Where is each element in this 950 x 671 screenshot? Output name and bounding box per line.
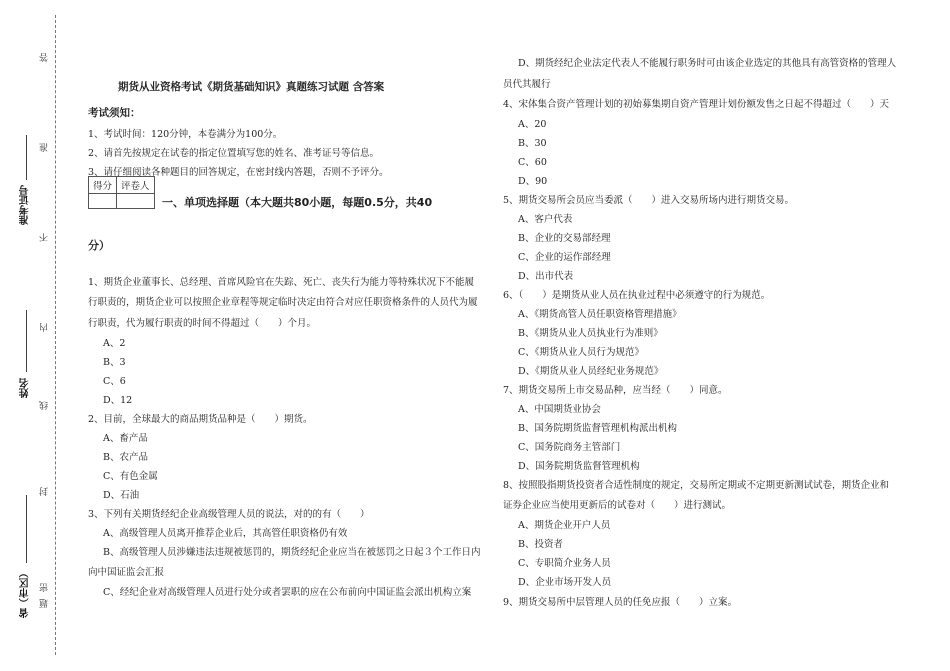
grader-cell[interactable] (117, 194, 155, 209)
question-text: 4、宋体集合资产管理计划的初始募集期自资产管理计划份额发售之日起不得超过（ ）天 (503, 99, 890, 110)
question-text: 证券企业应当使用更新后的试卷对（ ）进行测试。 (503, 500, 732, 511)
option[interactable]: B、《期货从业人员执业行为准则》 (518, 328, 663, 339)
option[interactable]: D、期货经纪企业法定代表人不能履行职务时可由该企业选定的其他具有高管资格的管理人 (518, 58, 897, 69)
option[interactable]: D、90 (518, 176, 548, 187)
score-cell[interactable] (89, 194, 117, 209)
question-text: 1、期货企业董事长、总经理、首席风险官在失踪、死亡、丧失行为能力等特殊状况下不能履 (88, 277, 475, 288)
margin-char: 准 (40, 142, 50, 152)
option[interactable]: A、20 (518, 119, 547, 130)
margin-char: 题 (40, 598, 50, 608)
name-label: 姓名 (20, 378, 31, 398)
grader-header: 评卷人 (117, 177, 155, 194)
question-text: 6、（ ）是期货从业人员在执业过程中必须遵守的行为规范。 (503, 290, 771, 301)
question-text: 9、期货交易所中层管理人员的任免应报（ ）立案。 (503, 597, 738, 608)
margin-char: 密 (40, 582, 50, 592)
option[interactable]: C、经纪企业对高级管理人员进行处分或者罢职的应在公布前向中国证监会派出机构立案 (103, 587, 472, 598)
province-label: 省（市区） (20, 568, 31, 618)
option[interactable]: C、6 (103, 376, 126, 387)
option[interactable]: B、企业的交易部经理 (518, 233, 611, 244)
option[interactable]: B、高级管理人员涉嫌违法违规被惩罚的，期货经纪企业应当在被惩罚之日起３个工作日内 (103, 547, 481, 558)
exam-number-line (26, 135, 27, 180)
section-heading-cont: 分） (88, 239, 110, 252)
margin-char: 不 (40, 232, 50, 242)
option[interactable]: D、企业市场开发人员 (518, 577, 612, 588)
option[interactable]: C、60 (518, 157, 547, 168)
option[interactable]: C、有色金属 (103, 471, 158, 482)
question-text: 行职责的，期货企业可以按照企业章程等规定临时决定由符合对应任职资格条件的人员代为履 (88, 297, 478, 308)
section-heading: 一、单项选择题（本大题共80小题，每题0.5分，共40 (162, 196, 433, 209)
option[interactable]: D、《期货从业人员经纪业务规范》 (518, 366, 664, 377)
notice-item: 3、请仔细阅读各种题目的回答规定，在密封线内答题，否则不予评分。 (88, 167, 389, 178)
option[interactable]: A、《期货高管人员任职资格管理措施》 (518, 309, 682, 320)
score-header: 得分 (89, 177, 117, 194)
question-text: 行职责，代为履行职责的时间不得超过（ ）个月。 (88, 318, 317, 329)
margin-char: 答 (40, 52, 50, 62)
option[interactable]: D、国务院期货监督管理机构 (518, 461, 640, 472)
question-text: 2、目前，全球最大的商品期货品种是（ ）期货。 (88, 414, 313, 425)
option[interactable]: A、客户代表 (518, 214, 573, 225)
notice-heading: 考试须知： (88, 107, 141, 119)
score-table (88, 176, 155, 209)
option[interactable]: D、出市代表 (518, 271, 574, 282)
option[interactable]: B、3 (103, 357, 126, 368)
question-text: 8、按照股指期货投资者合适性制度的规定，交易所定期或不定期更新测试试卷，期货企业和 (503, 480, 890, 491)
option[interactable]: D、石油 (103, 490, 140, 501)
option[interactable]: B、投资者 (518, 539, 563, 550)
margin-char: 内 (40, 322, 50, 332)
option[interactable]: B、国务院期货监督管理机构派出机构 (518, 423, 677, 434)
notice-item: 1、考试时间：120分钟，本卷满分为100分。 (88, 129, 283, 140)
exam-title: 期货从业资格考试《期货基础知识》真题练习试题 含答案 (118, 81, 385, 93)
option[interactable]: A、期货企业开户人员 (518, 520, 611, 531)
question-text: 7、期货交易所上市交易品种，应当经（ ）同意。 (503, 385, 728, 396)
margin-char: 线 (40, 400, 50, 410)
question-text: 5、期货交易所会员应当委派（ ）进入交易所场内进行期货交易。 (503, 195, 795, 206)
seal-dashed-line (55, 15, 56, 655)
name-line (26, 310, 27, 372)
option[interactable]: A、2 (103, 338, 126, 349)
option[interactable]: A、畜产品 (103, 433, 148, 444)
option-cont: 员代其履行 (503, 79, 551, 90)
option-cont: 向中国证监会汇报 (88, 567, 165, 578)
option[interactable]: D、12 (103, 395, 133, 406)
option[interactable]: C、企业的运作部经理 (518, 252, 611, 263)
option[interactable]: C、专职简介业务人员 (518, 558, 611, 569)
exam-number-label: 准考证号 (20, 185, 31, 225)
option[interactable]: B、30 (518, 138, 547, 149)
option[interactable]: A、中国期货业协会 (518, 404, 601, 415)
notice-item: 2、请首先按规定在试卷的指定位置填写您的姓名、准考证号等信息。 (88, 148, 380, 159)
option[interactable]: A、高级管理人员离开推荐企业后，其高管任职资格仍有效 (103, 528, 348, 539)
province-line (26, 495, 27, 563)
option[interactable]: C、国务院商务主管部门 (518, 442, 621, 453)
option[interactable]: C、《期货从业人员行为规范》 (518, 347, 645, 358)
question-text: 3、下列有关期货经纪企业高级管理人员的说法，对的的有（ ） (88, 509, 370, 520)
option[interactable]: B、农产品 (103, 452, 148, 463)
margin-char: 封 (40, 486, 50, 496)
